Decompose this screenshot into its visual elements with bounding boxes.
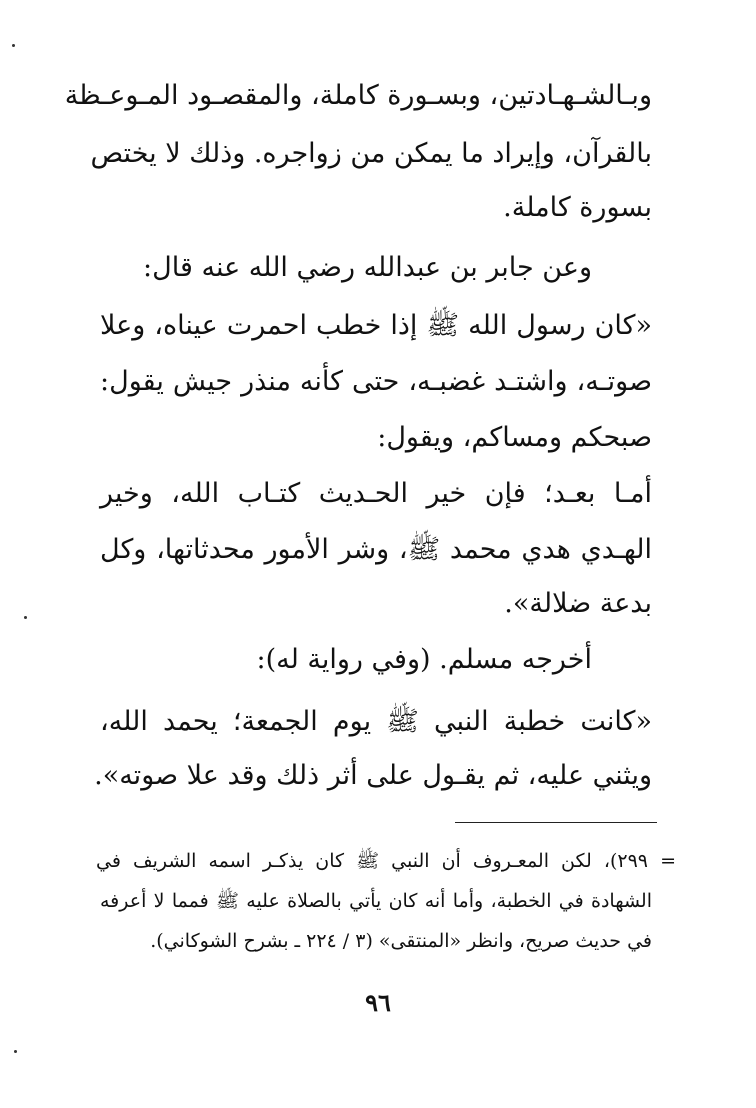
body-line: بالقرآن، وإيراد ما يمكن من زواجره. وذلك لا يختص (90, 138, 652, 169)
body-line: وبـالشـهـادتين، وبسـورة كاملة، والمقصـود المـوعـظة (64, 80, 652, 111)
hadith-line: الهـدي هدي محمد ﷺ، وشر الأمور محدثاتها، وكل (100, 534, 652, 565)
hadith-line: «كان رسول الله ﷺ إذا خطب احمرت عيناه، وعلا (100, 310, 652, 341)
scan-mark (14, 1050, 17, 1053)
hadith-line: ويثني عليه، ثم يقـول على أثر ذلك وقد علا صوته». (94, 760, 652, 791)
narration-intro: وعن جابر بن عبدالله رضي الله عنه قال: (143, 252, 592, 283)
hadith-line: صوتـه، واشتـد غضبـه، حتى كأنه منذر جيش يقول: (100, 366, 652, 397)
source-line: أخرجه مسلم. (وفي رواية له): (256, 644, 592, 675)
hadith-line: «كانت خطبة النبي ﷺ يوم الجمعة؛ يحمد الله، (100, 706, 652, 737)
hadith-line: صبحكم ومساكم، ويقول: (377, 422, 652, 453)
body-line: بسورة كاملة. (503, 192, 652, 223)
footnote-line: = ٢٩٩)، لكن المعـروف أن النبي ﷺ كان يذكـر اسمه الشريف في (96, 850, 676, 872)
hadith-line: أمـا بعـد؛ فإن خير الحـديث كتـاب الله، وخير (100, 478, 652, 509)
hadith-line: بدعة ضلالة». (504, 588, 652, 619)
scan-mark (24, 616, 27, 619)
footnote-separator (455, 822, 657, 823)
page-number: ٩٦ (365, 988, 391, 1017)
footnote-line: في حديث صريح، وانظر «المنتقى» (٣ / ٢٢٤ ـ بشرح الشوكاني). (150, 930, 652, 952)
footnote-line: الشهادة في الخطبة، وأما أنه كان يأتي بالصلاة عليه ﷺ فمما لا أعرفه (100, 890, 652, 912)
scan-mark (12, 44, 15, 47)
